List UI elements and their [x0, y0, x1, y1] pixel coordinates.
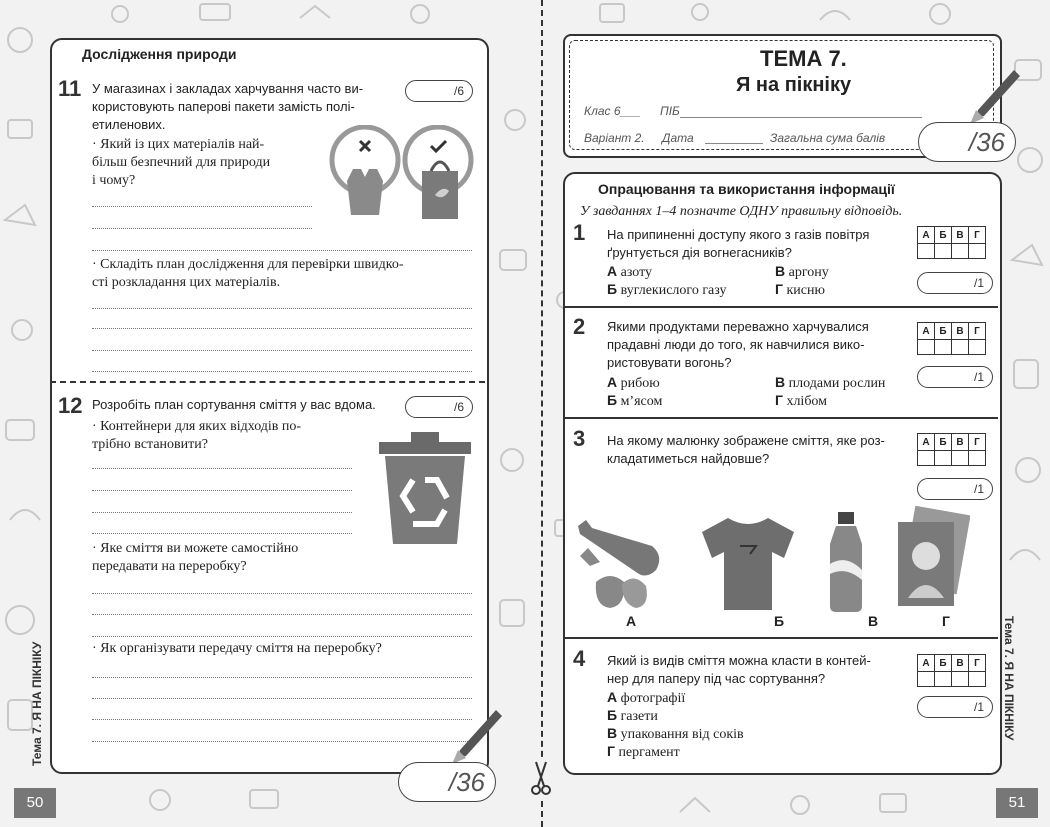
- name-label: ПІБ: [660, 104, 680, 118]
- question-text: Якими продуктами переважно харчувалися прадавні люди до того, як навчилися вико- ристовувати вогонь?: [607, 319, 869, 370]
- plastic-bag-icon: [347, 169, 383, 215]
- picture-label: В: [868, 613, 879, 629]
- answer-option[interactable]: Г кисню: [775, 281, 825, 298]
- bags-illustration: [325, 125, 475, 225]
- task-question: · Як організувати передачу сміття на переробку?: [92, 641, 382, 656]
- task-question: · Який із цих матеріалів най- більш безпечний для природи і чому?: [92, 137, 271, 188]
- side-label: Тема 7. Я НА ПІКНІКУ: [1002, 616, 1016, 741]
- answer-grid[interactable]: А Б В Г: [917, 226, 986, 259]
- question-score-field[interactable]: /1: [917, 478, 993, 500]
- picture-label: Г: [942, 613, 950, 629]
- section-title: Дослідження природи: [82, 46, 237, 62]
- picture-label: Б: [774, 613, 785, 629]
- date-field[interactable]: [705, 143, 763, 144]
- answer-option[interactable]: Б вуглекислого газу: [607, 281, 727, 298]
- answer-option[interactable]: В плодами рослин: [775, 374, 886, 391]
- magazines-picture: [890, 506, 970, 610]
- pencil-icon: [966, 66, 1022, 126]
- page-spine: [541, 0, 543, 827]
- page-number: 51: [996, 788, 1038, 818]
- theme-label: ТЕМА 7.: [760, 46, 847, 71]
- variant-label: Варіант 2.: [584, 131, 645, 145]
- answer-option[interactable]: Г хлібом: [775, 392, 828, 409]
- answer-option[interactable]: В упаковання від соків: [607, 725, 744, 742]
- instruction: У завданнях 1–4 позначте ОДНУ правильну відповідь.: [580, 204, 903, 219]
- answer-option[interactable]: А азоту: [607, 263, 653, 280]
- task-number: 12: [58, 393, 83, 418]
- question-text: Який із видів сміття можна класти в контей- нер для паперу під час сортування?: [607, 653, 871, 686]
- recycle-bin-icon: [375, 428, 475, 548]
- pencil-icon: [448, 706, 504, 766]
- class-label: Клас 6___: [584, 104, 641, 118]
- question-score-field[interactable]: /1: [917, 272, 993, 294]
- picture-label: А: [626, 613, 637, 629]
- task-intro: У магазинах і закладах харчування часто ви- користовують паперові пакети замість полі- етиленових.: [92, 81, 364, 132]
- total-score-field[interactable]: /36: [918, 122, 1016, 162]
- question-text: На припиненні доступу якого з газів повітря ґрунтується дія вогнегасників?: [607, 227, 870, 260]
- answer-grid[interactable]: А Б В Г: [917, 654, 986, 687]
- answer-grid[interactable]: А Б В Г: [917, 322, 986, 355]
- task-score-field[interactable]: /6: [405, 396, 473, 418]
- task-question: · Яке сміття ви можете самостійно передавати на переробку?: [92, 541, 299, 574]
- name-field[interactable]: [680, 117, 922, 118]
- plastic-bottle-picture: [816, 508, 876, 612]
- answer-grid[interactable]: А Б В Г: [917, 433, 986, 466]
- cross-icon: [360, 141, 370, 151]
- answer-option[interactable]: Б газети: [607, 707, 658, 724]
- question-text: На якому малюнку зображене сміття, яке роз- кладатиметься найдовше?: [607, 433, 885, 466]
- question-score-field[interactable]: /1: [917, 366, 993, 388]
- check-icon: [431, 141, 446, 151]
- question-number: 2: [573, 314, 586, 339]
- task-intro: Розробіть план сортування сміття у вас вдома.: [92, 397, 376, 412]
- answer-option[interactable]: Б м’ясом: [607, 392, 663, 409]
- question-number: 4: [573, 646, 586, 671]
- sum-label: Загальна сума балів: [770, 131, 886, 145]
- question-number: 3: [573, 426, 586, 451]
- answer-option[interactable]: А фотографії: [607, 689, 686, 706]
- total-score-field[interactable]: /36: [398, 762, 496, 802]
- answer-option[interactable]: А рибою: [607, 374, 660, 391]
- date-label: Дата: [662, 131, 694, 145]
- section-title: Опрацювання та використання інформації: [598, 181, 895, 197]
- answer-option[interactable]: В аргону: [775, 263, 829, 280]
- tshirt-picture: [698, 512, 798, 612]
- scissors-icon: [531, 758, 551, 798]
- task-score-field[interactable]: /6: [405, 80, 473, 102]
- question-number: 1: [573, 220, 586, 245]
- theme-title: Я на пікніку: [736, 74, 852, 96]
- task-question: · Складіть план дослідження для перевірки швидко- сті розкладання цих матеріалів.: [92, 257, 404, 290]
- task-question: · Контейнери для яких відходів по- трібно встановити?: [92, 419, 302, 452]
- page-number: 50: [14, 788, 56, 818]
- task-number: 11: [58, 76, 82, 101]
- answer-option[interactable]: Г пергамент: [607, 743, 680, 760]
- chicken-bone-eggshell-picture: [572, 512, 672, 612]
- side-label: Тема 7. Я НА ПІКНІКУ: [30, 641, 44, 766]
- question-score-field[interactable]: /1: [917, 696, 993, 718]
